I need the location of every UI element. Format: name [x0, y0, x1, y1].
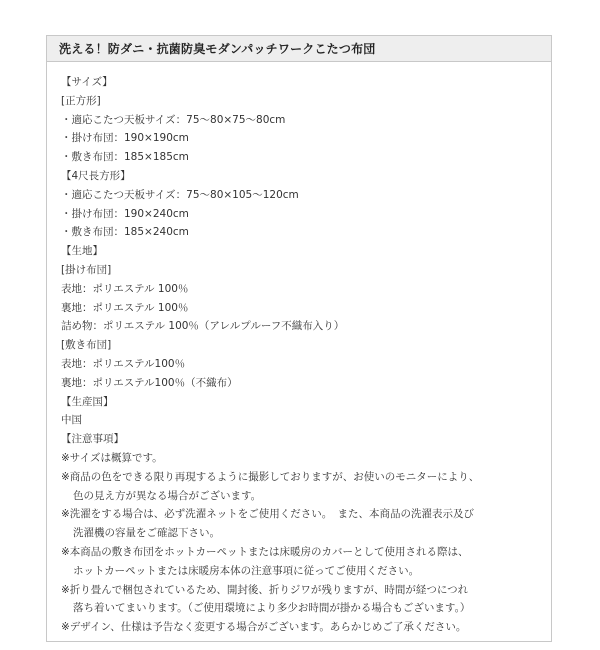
subheading-rectangle: 【4尺長方形】	[61, 169, 131, 182]
note-line: 洗濯機の容量をご確認下さい。	[73, 527, 220, 540]
spec-line: ・敷き布団：185×185cm	[61, 151, 189, 164]
subheading-square: [正方形]	[61, 94, 101, 107]
spec-line: ・適応こたつ天板サイズ：75～80×105～120cm	[61, 188, 299, 201]
section-heading-origin: 【生産国】	[61, 395, 114, 408]
product-spec-panel	[46, 35, 552, 642]
section-heading-notes: 【注意事項】	[61, 433, 124, 446]
spec-line: ・敷き布団：185×240cm	[61, 226, 189, 239]
panel-title: 洗える！防ダニ・抗菌防臭モダンパッチワークこたつ布団	[59, 42, 376, 56]
panel-header	[47, 36, 551, 62]
spec-body	[47, 62, 551, 637]
note-line: 色の見え方が異なる場合がございます。	[73, 489, 262, 502]
spec-line: 表地：ポリエステル100％	[61, 357, 186, 370]
spec-line: 裏地：ポリエステル100％（不織布）	[61, 376, 238, 389]
spec-line: ・掛け布団：190×190cm	[61, 132, 189, 145]
subheading-mattress: [敷き布団]	[61, 339, 112, 352]
section-heading-size: 【サイズ】	[61, 76, 113, 88]
spec-line: 詰め物：ポリエステル 100％（アレルプルーフ不織布入り）	[61, 320, 345, 333]
section-heading-fabric: 【生地】	[61, 245, 103, 258]
spec-line: ・掛け布団：190×240cm	[61, 207, 189, 220]
note-line: ※本商品の敷き布団をホットカーペットまたは床暖房のカバーとして使用される際は、	[61, 545, 469, 558]
spec-line: ・適応こたつ天板サイズ：75～80×75～80cm	[61, 113, 286, 126]
note-line: 落ち着いてまいります。（ご使用環境により多少お時間が掛かる場合もございます。）	[73, 602, 471, 615]
note-line: ※折り畳んで梱包されているため、開封後、折りジワが残りますが、時間が経つにつれ	[61, 583, 469, 596]
spec-line: 表地：ポリエステル 100％	[61, 282, 189, 295]
note-line: ホットカーペットまたは床暖房本体の注意事項に従ってご使用ください。	[73, 564, 420, 577]
spec-line: 裏地：ポリエステル 100％	[61, 301, 189, 314]
spec-line: 中国	[61, 414, 82, 427]
note-line: ※デザイン、仕様は予告なく変更する場合がございます。あらかじめご了承ください。	[61, 621, 467, 634]
note-line: ※洗濯をする場合は、必ず洗濯ネットをご使用ください。 また、本商品の洗濯表示及び	[61, 508, 475, 521]
note-line: ※サイズは概算です。	[61, 451, 163, 464]
subheading-comforter: [掛け布団]	[61, 263, 112, 276]
note-line: ※商品の色をできる限り再現するように撮影しておりますが、お使いのモニターにより、	[61, 470, 480, 483]
